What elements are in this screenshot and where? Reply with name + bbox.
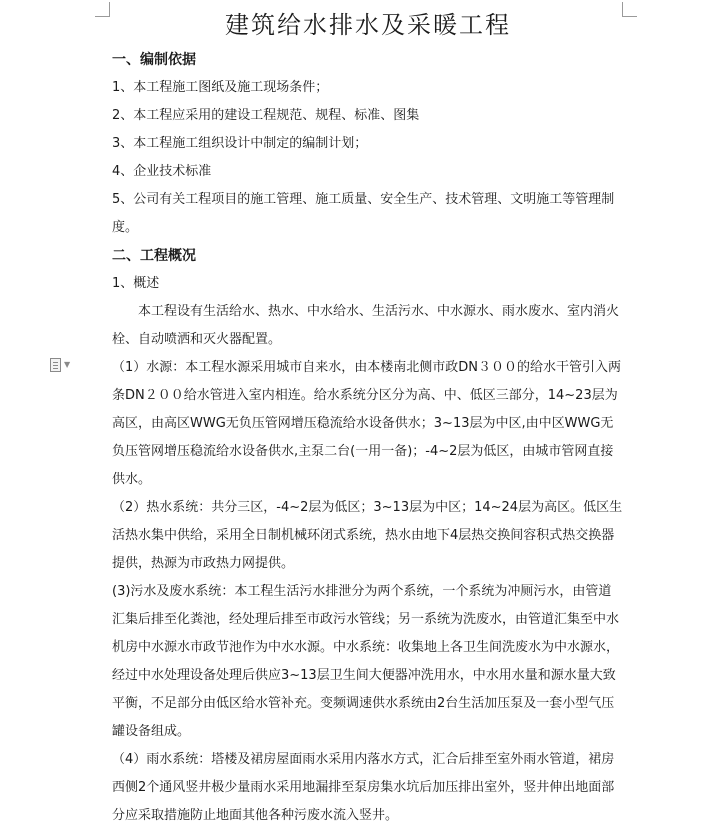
list-item: 1、本工程施工图纸及施工现场条件； [112, 80, 329, 95]
rainwater-paragraph: （4）雨水系统：塔楼及裙房屋面雨水采用内落水方式，汇合后排至室外雨水管道，裙房西侧2个通风竖井极少量雨水采用地漏排至泵房集水坑后加压排出室外，竖井伸出地面部分应采取措施防止地面其他各种污废水流入竖井。 [112, 752, 615, 823]
list-item: 5、公司有关工程项目的施工管理、施工质量、安全生产、技术管理、文明施工等管理制度。 [112, 192, 615, 235]
page-corner-mark-left [95, 2, 110, 17]
water-source-paragraph: （1）水源：本工程水源采用城市自来水，由本楼南北侧市政DN３００的给水干管引入两条DN２００给水管进入室内相连。给水系统分区分为高、中、低区三部分，14~23层为高区，由高区WWG无负压管网增压稳流给水设备供水；3~13层为中区,由中区WWG无负压管网增压稳流给水设备供水,主泵二台(一用一备)；-4~2层为低区，由城市管网直接供水。 [112, 360, 622, 487]
document-sheet-icon [50, 358, 61, 372]
section-heading-basis: 一、编制依据 [112, 52, 196, 68]
sewage-paragraph: (3)污水及废水系统：本工程生活污水排泄分为两个系统，一个系统为冲厕污水，由管道汇集后排至化粪池，经处理后排至市政污水管线；另一系统为洗废水，由管道汇集至中水机房中水源水市政节池作为中水水源。中水系统：收集地上各卫生间洗废水为中水源水，经过中水处理设备处理后供应3~13层卫生间大便器冲洗用水，中水用水量和源水量大致平衡，不足部分由低区给水管补充。变频调速供水系统由2台生活加压泵及一套小型气压罐设备组成。 [112, 584, 620, 739]
section-heading-overview: 二、工程概况 [112, 248, 196, 264]
overview-paragraph: 本工程设有生活给水、热水、中水给水、生活污水、中水源水、雨水废水、室内消火栓、自动喷洒和灭火器配置。 [112, 304, 620, 347]
document-title: 建筑给水排水及采暖工程 [225, 11, 511, 39]
chevron-down-icon: ▼ [64, 360, 71, 369]
page-corner-mark-right [622, 2, 637, 17]
subsection-heading: 1、概述 [112, 276, 160, 291]
list-item: 2、本工程应采用的建设工程规范、规程、标准、图集 [112, 108, 420, 123]
list-item: 4、企业技术标准 [112, 164, 212, 179]
hot-water-paragraph: （2）热水系统：共分三区，-4~2层为低区；3~13层为中区；14~24层为高区。低区生活热水集中供给，采用全日制机械环闭式系统，热水由地下4层热交换间容积式热交换器提供，热源为市政热力网提供。 [112, 500, 623, 571]
document-options-icon[interactable] [50, 358, 78, 372]
document-page [112, 6, 624, 830]
list-item: 3、本工程施工组织设计中制定的编制计划； [112, 136, 368, 151]
